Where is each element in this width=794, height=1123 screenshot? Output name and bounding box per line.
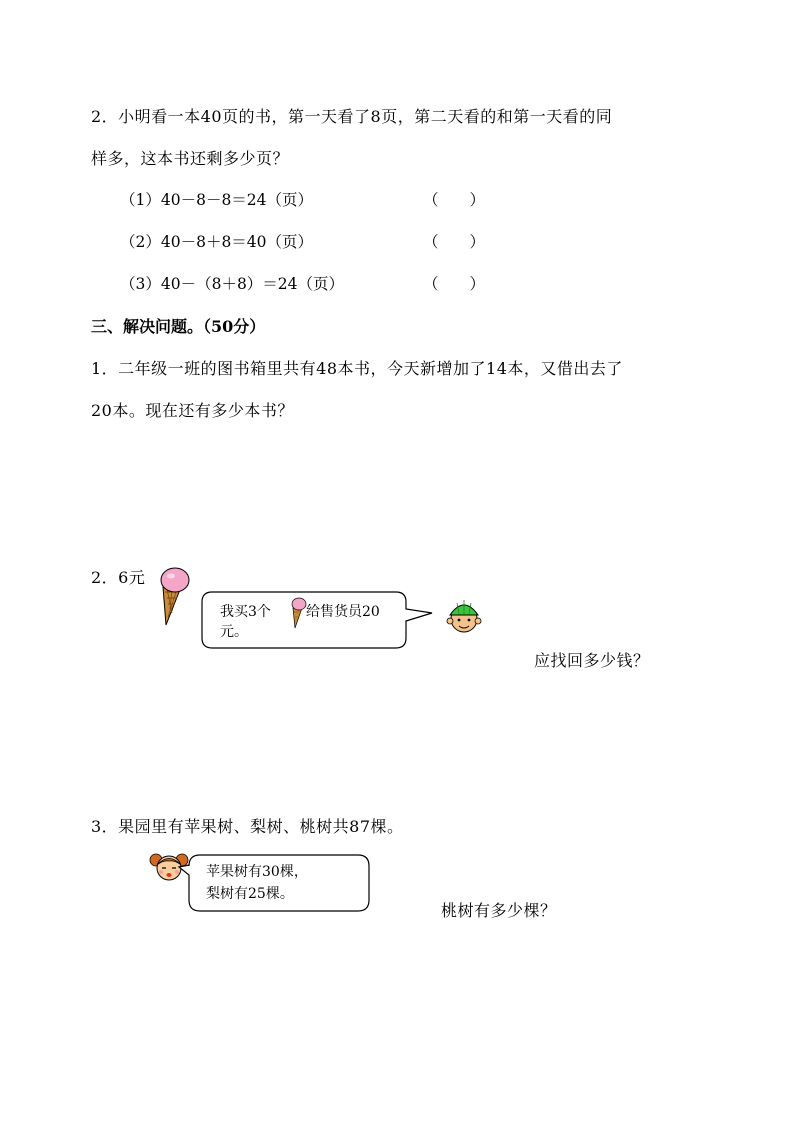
problem-1-line-1: 1．二年级一班的图书箱里共有48本书，今天新增加了14本，又借出去了 [91,359,623,378]
bubble-text-line-2: 元。 [220,624,248,640]
bubble-2-line-1: 苹果树有30棵， [206,864,308,880]
answer-paren-1[interactable]: （ ） [423,191,486,209]
problem-2-question: 应找回多少钱？ [534,651,650,670]
bubble-text-part-2: 给售货员20 [306,604,380,620]
bubble-text-part-1: 我买3个 [220,604,271,620]
problem-3-question: 桃树有多少棵？ [441,901,557,920]
bubble-2-line-2: 梨树有25棵。 [206,886,294,902]
option-1: （1）40－8－8＝24（页） [120,191,314,209]
question-2-line-2: 样多，这本书还剩多少页？ [91,149,290,168]
question-2-line-1: 2．小明看一本40页的书，第一天看了8页，第二天看的和第一天看的同 [91,107,613,126]
problem-3-line-1: 3．果园里有苹果树、梨树、桃树共87棵。 [91,817,404,836]
answer-paren-2[interactable]: （ ） [423,233,486,251]
option-3: （3）40－（8＋8）＝24（页） [120,275,345,293]
ice-cream-icon [155,565,191,627]
section-heading: 三、解决问题。（50分） [91,317,266,336]
boy-green-cap-icon [444,597,484,635]
problem-1-line-2: 20本。现在还有多少本书？ [91,401,294,420]
answer-paren-3[interactable]: （ ） [423,275,486,293]
ice-cream-icon [289,597,307,629]
problem-2-label: 2．6元 [91,568,146,587]
option-2: （2）40－8＋8＝40（页） [120,233,314,251]
